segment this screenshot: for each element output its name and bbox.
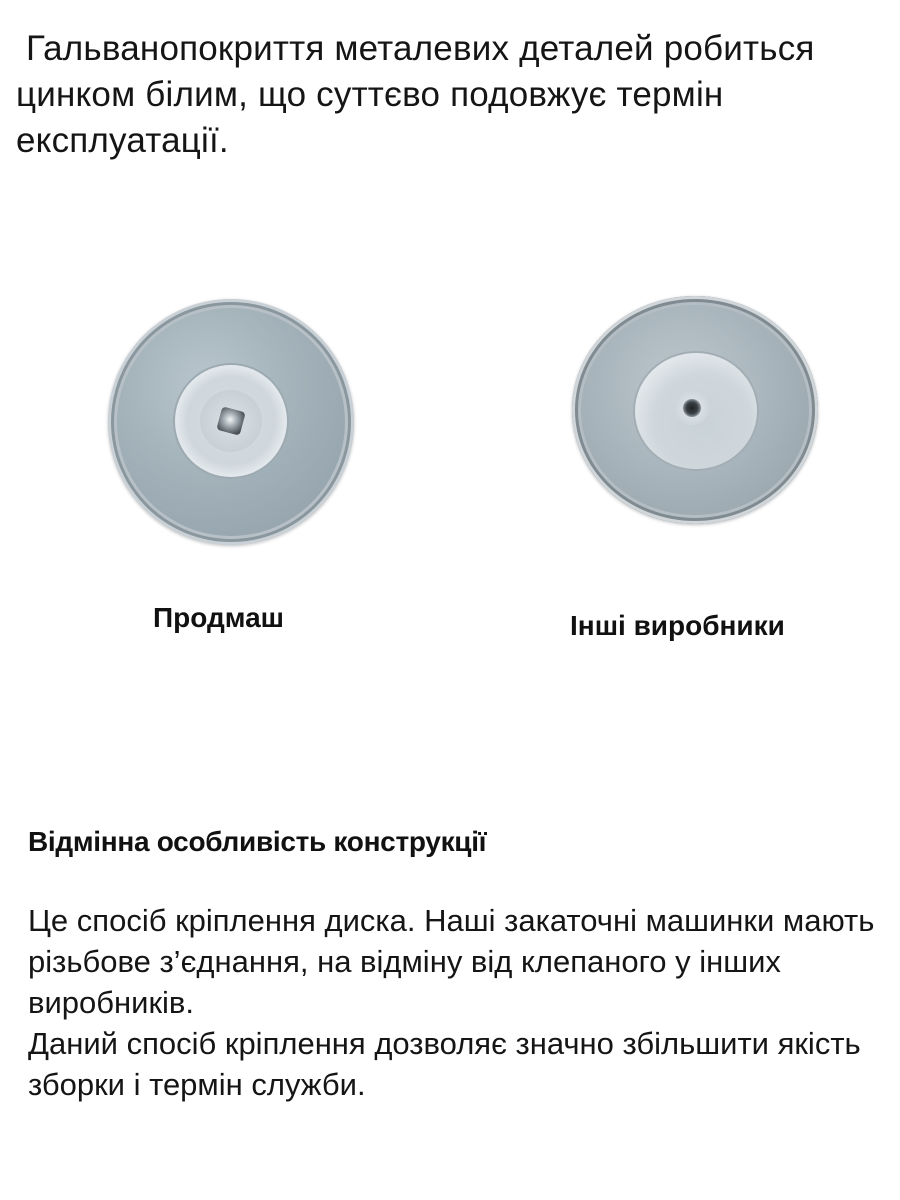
- intro-paragraph: Гальванопокриття металевих деталей робиться цинком білим, що суттєво подовжує термін експлуатації.: [16, 29, 825, 160]
- feature-heading: Відмінна особливість конструкції: [28, 826, 487, 857]
- label-other-manufacturers: Інші виробники: [570, 610, 785, 641]
- feature-paragraph: Даний спосіб кріплення дозволяє значно збільшити якість зборки і термін служби.: [28, 1026, 861, 1102]
- label-prodmash: Продмаш: [153, 602, 284, 633]
- threaded-disc-image: [108, 299, 354, 545]
- feature-paragraph: Це спосіб кріплення диска. Наші закаточні машинки мають різьбове з’єднання, на відміну від клепаного у інших виробників.: [28, 903, 875, 1020]
- feature-body: [28, 900, 888, 1105]
- rivet: [683, 399, 701, 417]
- riveted-disc-image: [572, 296, 818, 524]
